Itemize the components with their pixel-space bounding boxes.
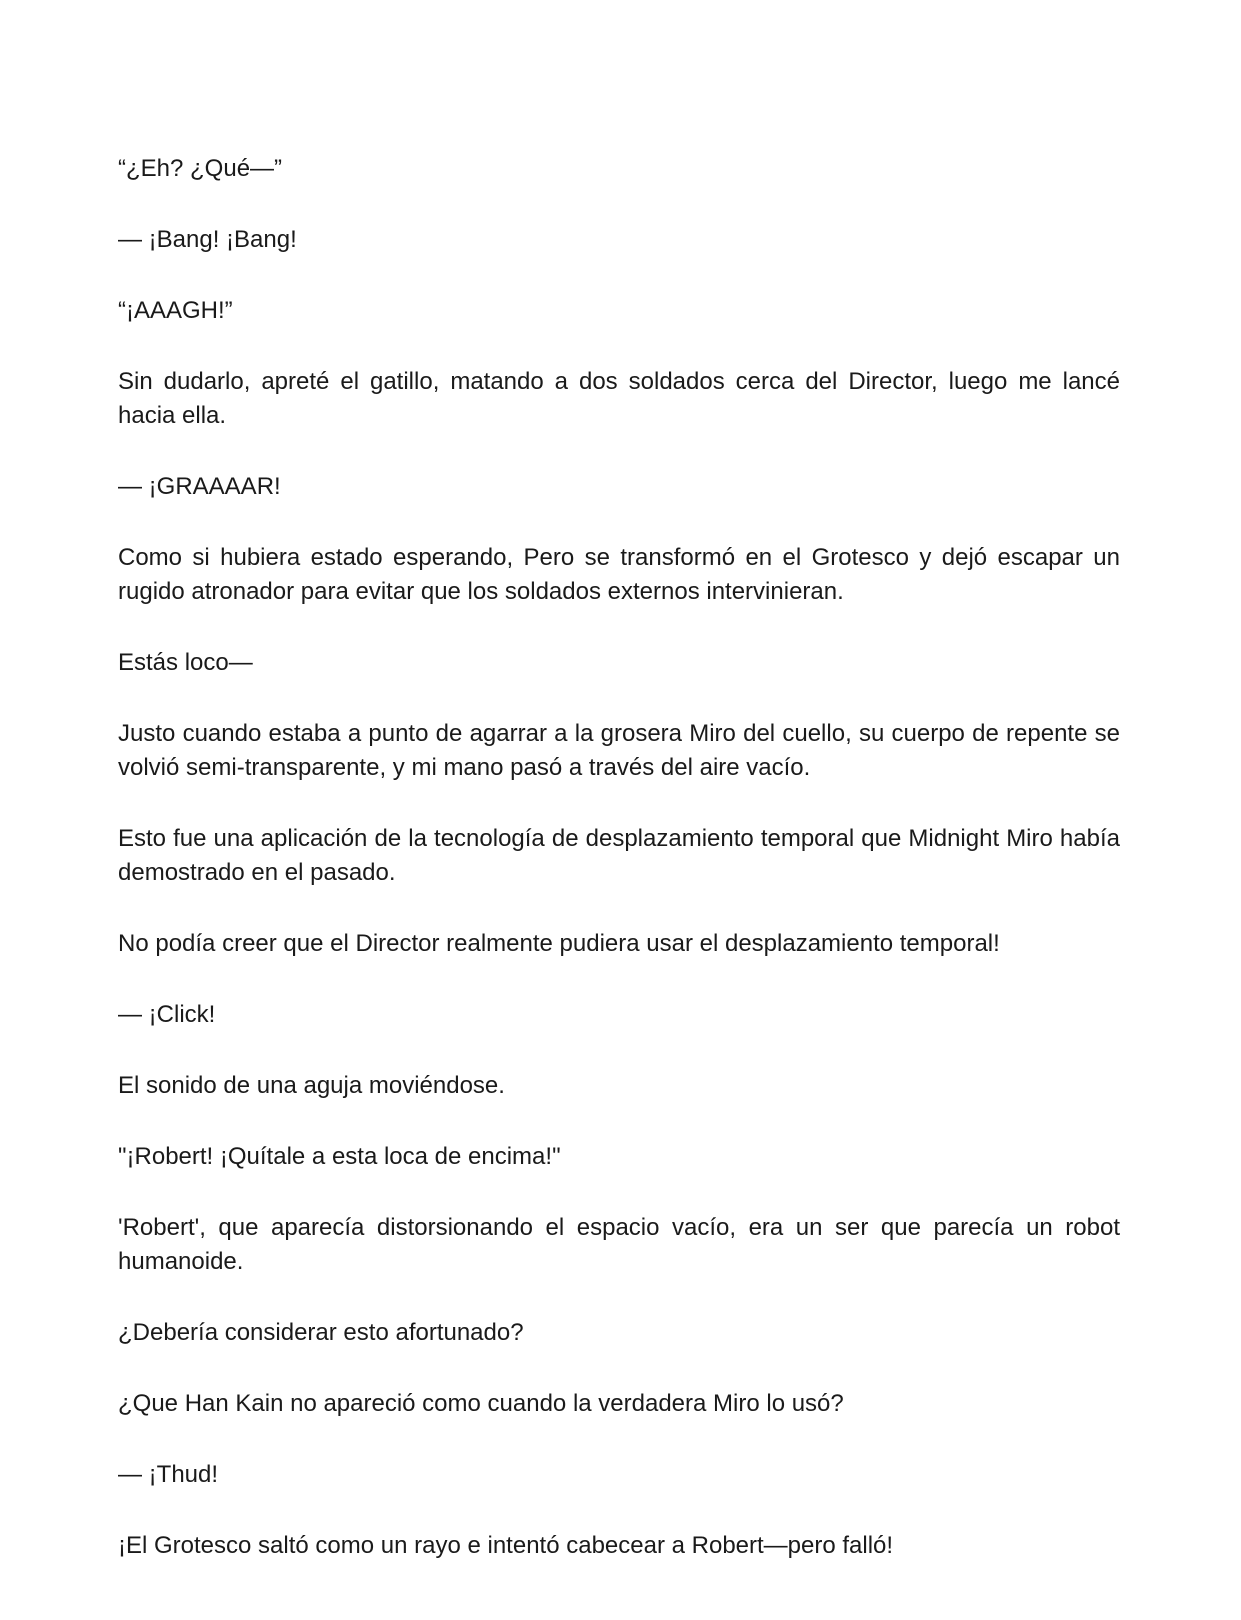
document-body (118, 152, 1120, 1600)
paragraph-13: "¡Robert! ¡Quítale a esta loca de encima!" (118, 1143, 561, 1170)
paragraph-16: ¿Que Han Kain no apareció como cuando la verdadera Miro lo usó? (118, 1390, 844, 1417)
paragraph-15: ¿Debería considerar esto afortunado? (118, 1319, 524, 1346)
paragraph-4: Sin dudarlo, apreté el gatillo, matando a dos soldados cerca del Director, luego me lancé hacia ella. (118, 368, 1120, 429)
paragraph-5: — ¡GRAAAAR! (118, 473, 281, 500)
paragraph-1: “¿Eh? ¿Qué—” (118, 155, 283, 182)
paragraph-8: Justo cuando estaba a punto de agarrar a la grosera Miro del cuello, su cuerpo de repente se volvió semi-transparente, y mi mano pasó a través del aire vacío. (118, 720, 1120, 781)
paragraph-3: “¡AAAGH!” (118, 297, 233, 324)
paragraph-9: Esto fue una aplicación de la tecnología de desplazamiento temporal que Midnight Miro había demostrado en el pasado. (118, 825, 1120, 886)
paragraph-6: Como si hubiera estado esperando, Pero se transformó en el Grotesco y dejó escapar un rugido atronador para evitar que los soldados externos intervinieran. (118, 544, 1120, 605)
paragraph-17: — ¡Thud! (118, 1461, 219, 1488)
paragraph-14: 'Robert', que aparecía distorsionando el espacio vacío, era un ser que parecía un robot humanoide. (118, 1214, 1120, 1275)
paragraph-10: No podía creer que el Director realmente pudiera usar el desplazamiento temporal! (118, 930, 1000, 957)
paragraph-18: ¡El Grotesco saltó como un rayo e intentó cabecear a Robert—pero falló! (118, 1532, 894, 1559)
paragraph-12: El sonido de una aguja moviéndose. (118, 1072, 505, 1099)
paragraph-2: — ¡Bang! ¡Bang! (118, 226, 297, 253)
paragraph-7: Estás loco— (118, 649, 253, 676)
paragraph-11: — ¡Click! (118, 1001, 216, 1028)
